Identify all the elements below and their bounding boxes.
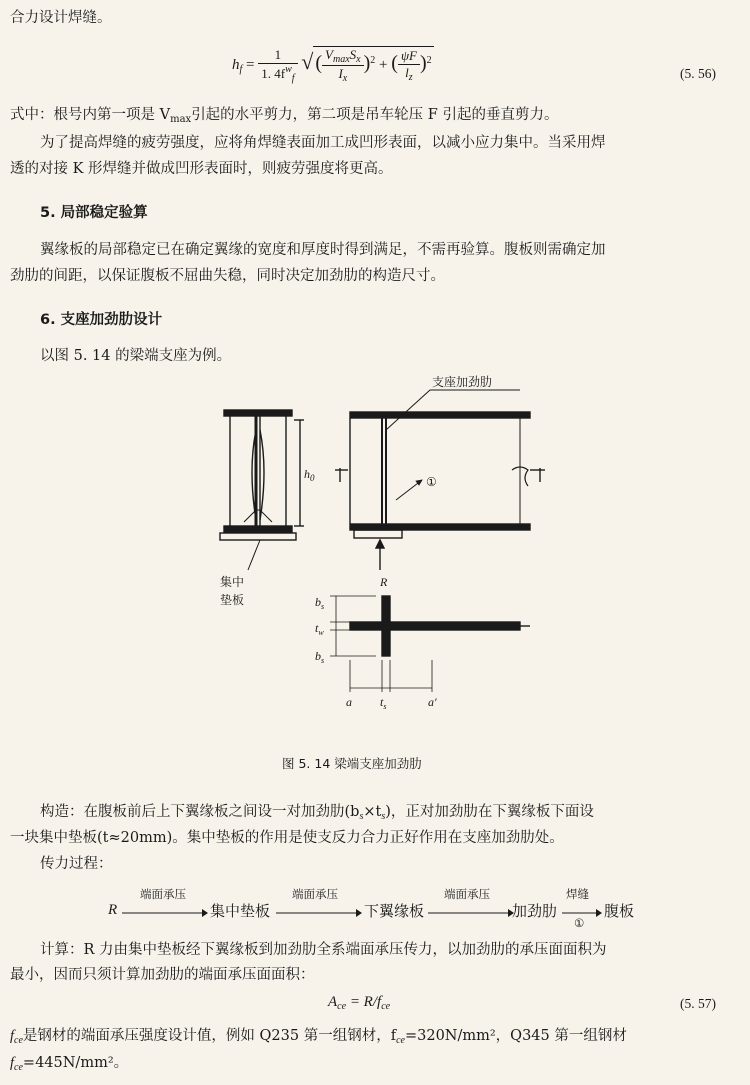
flow-arrow-label: 端面承压 — [292, 887, 338, 901]
label-pad-1: 集中 — [220, 575, 245, 589]
equation-number: (5. 57) — [680, 996, 716, 1011]
note-sub: max — [170, 114, 192, 125]
fce-c: =320N/mm²，Q345 第一组钢材 — [404, 1028, 627, 1044]
formula-rhs-sub: ce — [381, 1001, 391, 1012]
term1 — [322, 47, 364, 84]
text-line: 最小，因而只须计算加劲肋的端面承压面面积： — [10, 967, 315, 983]
coef-den: 1. 4f — [261, 66, 286, 81]
formula-coef — [258, 47, 297, 84]
label-stiffener: 支座加劲肋 — [432, 375, 493, 389]
flow-arrow-label: 焊缝 — [566, 887, 589, 901]
construct-b: s — [359, 811, 364, 822]
coef-den-sup: w — [285, 64, 292, 75]
fce2-a: f — [10, 1055, 15, 1071]
term2 — [398, 48, 420, 83]
formula-lhs-sub: ce — [337, 1001, 347, 1012]
construct-a: 构造：在腹板前后上下翼缘板之间设一对加劲肋(b — [40, 804, 360, 820]
equation-number: (5. 56) — [680, 66, 716, 81]
label-weld-1: ① — [426, 475, 437, 489]
construct-d: s — [381, 811, 386, 822]
fce2-b: =445N/mm²。 — [22, 1055, 129, 1071]
text-line: 一块集中垫板(t≈20mm)。集中垫板的作用是使支反力合力正好作用在支座加劲肋处。 — [10, 830, 564, 846]
label-R: R — [380, 575, 388, 589]
text-line: 以图 5. 14 的梁端支座为例。 — [40, 348, 232, 364]
text-line: 劲肋的间距，以保证腹板不屈曲失稳，同时决定加劲肋的构造尺寸。 — [10, 268, 445, 284]
fce-sub2: ce — [396, 1035, 405, 1046]
term2-den: l — [405, 65, 409, 80]
flow-node: 下翼缘板 — [364, 902, 425, 920]
formula-rhs: = R/f — [346, 994, 382, 1010]
construct-c: ×t — [363, 804, 382, 820]
figure-5-14 — [200, 370, 560, 710]
label-ts: $t_s$ — [380, 695, 387, 710]
text-line: 传力过程： — [40, 856, 113, 872]
flow-arrow-label: 端面承压 — [140, 887, 186, 901]
flow-arrow-sublabel: ① — [574, 916, 585, 930]
flow-arrow-label: 端面承压 — [444, 887, 490, 901]
term2-den-sub: z — [408, 72, 413, 83]
force-flow — [0, 880, 750, 930]
section-heading: 6. 支座加劲肋设计 — [40, 312, 163, 328]
label-a: a — [346, 695, 352, 709]
term1-num2-sub: x — [356, 54, 361, 65]
label-a-prime: a′ — [428, 695, 437, 709]
formula-lhs: A — [328, 994, 338, 1010]
text-line — [10, 1024, 627, 1053]
fce-sub: ce — [14, 1035, 23, 1046]
flow-arrow — [122, 908, 208, 918]
note-text: 式中：根号内第一项是 V — [10, 107, 171, 123]
text-line — [10, 103, 558, 132]
formula-lhs-sub: f — [239, 63, 243, 75]
formula-5-57 — [328, 994, 390, 1012]
flow-node: 集中垫板 — [210, 902, 271, 920]
section-heading: 5. 局部稳定验算 — [40, 205, 148, 221]
term2-num: ψF — [398, 48, 420, 65]
flow-arrow — [276, 908, 362, 918]
note-rest: 引起的水平剪力，第二项是吊车轮压 F 引起的垂直剪力。 — [191, 107, 559, 123]
term1-den-sub: x — [342, 73, 348, 84]
text-line — [10, 1051, 128, 1080]
coef-num: 1 — [258, 47, 297, 64]
flow-node: 加劲肋 — [512, 902, 558, 920]
text-line: 合力设计焊缝。 — [10, 10, 112, 26]
fce2-sub: ce — [14, 1062, 23, 1073]
label-bs-top: $b_s$ — [315, 595, 325, 611]
label-bs-bot: $b_s$ — [315, 649, 325, 665]
fce-a: f — [10, 1028, 15, 1044]
label-tw: $t_w$ — [315, 621, 324, 637]
term1-den: I — [338, 66, 343, 81]
text-line — [40, 800, 594, 829]
formula-lhs: h — [232, 56, 240, 73]
fce-b: 是钢材的端面承压强度设计值，例如 Q235 第一组钢材，f — [22, 1028, 397, 1044]
term1-num: V — [325, 47, 333, 62]
flow-node: 腹板 — [604, 902, 635, 920]
formula-5-56: $h_f$ = $\frac{1}{1. 4f^w_f}$ √ ( $\frac{V_{max}S_x}{I_x}$ )$^2$ + ( $\frac{\psi F}{l_z}$ )$^2$ — [232, 47, 432, 84]
term1-num2: S — [349, 47, 357, 62]
flow-node: R — [108, 902, 118, 918]
term1-num-sub: max — [333, 54, 350, 65]
coef-den-sub: f — [291, 73, 295, 84]
label-h0: $h_0$ — [304, 467, 315, 483]
text-line: 计算：R 力由集中垫板经下翼缘板到加劲肋全系端面承压传力，以加劲肋的承压面面积为 — [40, 942, 607, 958]
flow-arrow — [428, 908, 514, 918]
construct-e: )，正对加劲肋在下翼缘板下面设 — [385, 804, 594, 820]
text-line: 翼缘板的局部稳定已在确定翼缘的宽度和厚度时得到满足，不需再验算。腹板则需确定加 — [40, 242, 606, 258]
text-line: 为了提高焊缝的疲劳强度，应将角焊缝表面加工成凹形表面，以减小应力集中。当采用焊 — [40, 135, 606, 151]
figure-caption: 图 5. 14 梁端支座加劲肋 — [282, 756, 422, 771]
label-pad-2: 垫板 — [220, 593, 245, 607]
text-line: 透的对接 K 形焊缝并做成凹形表面时，则疲劳强度将更高。 — [10, 161, 393, 177]
